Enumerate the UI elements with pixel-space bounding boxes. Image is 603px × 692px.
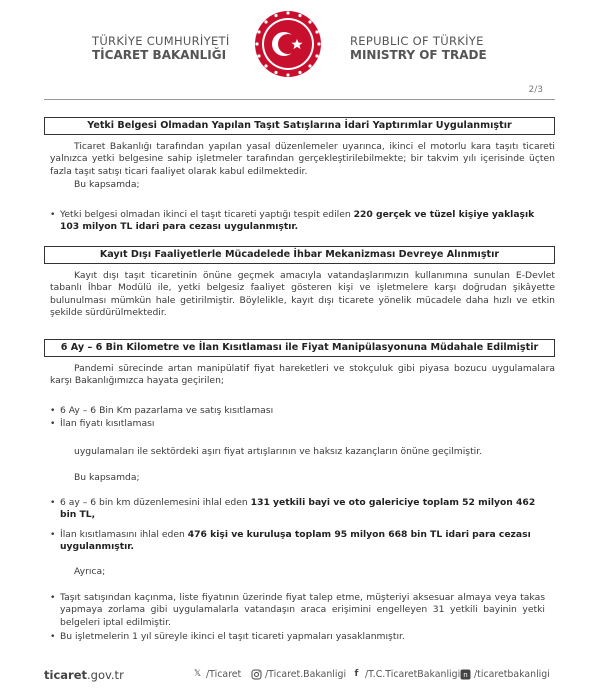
list-item xyxy=(50,405,545,417)
list-item xyxy=(50,497,545,522)
ministry-tr-line1: TÜRKİYE CUMHURİYETİ xyxy=(92,34,230,48)
other-social-link[interactable] xyxy=(460,669,550,680)
list-item-text: İlan fiyatı kısıtlaması xyxy=(60,418,155,429)
bullet-text: Yetki belgesi olmadan ikinci el taşıt ticareti yaptığı tespit edilen xyxy=(60,209,354,220)
instagram-handle: /Ticaret.Bakanligi xyxy=(265,669,347,680)
instagram-social-link[interactable] xyxy=(251,669,346,680)
section3-paragraph: Pandemi sürecinde artan manipülatif fiyat hareketleri ve stokçuluk gibi piyasa bozucu uygulamalara karşı Bakanlığımızca hayata geçirilen; xyxy=(50,363,555,387)
bullet-text: İlan kısıtlamasını ihlal eden xyxy=(60,529,188,540)
bullet-dot: • xyxy=(50,209,56,220)
footer xyxy=(44,668,563,684)
section1-bullet xyxy=(50,209,545,234)
bullet-text: 6 ay – 6 bin km düzenlemesini ihlal eden xyxy=(60,497,251,508)
list-item xyxy=(50,418,545,430)
page-number: 2/3 xyxy=(528,85,543,95)
section3-intro: Bu kapsamda; xyxy=(74,472,140,483)
ministry-en-line1: REPUBLIC OF TÜRKİYE xyxy=(350,34,484,48)
website-link[interactable] xyxy=(44,668,124,682)
bullet-bold: 220 gerçek ve tüzel kişiye yaklaşık 103 milyon TL idari para cezası uygulanmıştır. xyxy=(60,209,535,233)
list-item-text: Taşıt satışından kaçınma, liste fiyatının üzerinde fiyat talep etme, müşteriyi aksesuar almaya veya takas yapmaya zorlama gibi uygulamalarla vatandaşın araca erişimini engelleyen 31 yetkili bayinin yetki belgeleri iptal edilmiştir. xyxy=(60,592,545,628)
x-icon: 𝕏 xyxy=(193,669,202,679)
svg-text:n: n xyxy=(463,671,468,679)
section-title-3: 6 Ay – 6 Bin Kilometre ve İlan Kısıtlaması ile Fiyat Manipülasyonuna Müdahale Edilmiştir xyxy=(44,339,555,357)
facebook-icon: f xyxy=(354,669,359,679)
bullet-dot: • xyxy=(50,631,56,642)
bullet-bold: 476 kişi ve kuruluşa toplam 95 milyon 668 bin TL idari para cezası uygulanmıştır. xyxy=(60,529,531,553)
facebook-handle: /T.C.TicaretBakanligi xyxy=(365,669,461,680)
bullet-dot: • xyxy=(50,592,56,603)
bullet-dot: • xyxy=(50,405,56,416)
bullet-dot: • xyxy=(50,497,56,508)
section-title-2: Kayıt Dışı Faaliyetlerle Mücadelede İhbar Mekanizması Devreye Alınmıştır xyxy=(44,246,555,264)
list-item xyxy=(50,529,545,554)
section3-also: Ayrıca; xyxy=(74,566,106,577)
nsosyal-icon xyxy=(460,669,471,680)
list-item-text: 6 Ay – 6 Bin Km pazarlama ve satış kısıtlaması xyxy=(60,405,274,416)
header-divider xyxy=(44,99,555,100)
facebook-social-link[interactable] xyxy=(351,669,460,680)
ministry-name-en xyxy=(350,34,500,63)
bullet-dot: • xyxy=(50,418,56,429)
crescent-star-emblem-icon xyxy=(252,8,324,80)
list-item-text: Bu işletmelerin 1 yıl süreyle ikinci el taşıt ticareti yapmaları yasaklanmıştır. xyxy=(60,631,405,642)
list-item xyxy=(50,631,545,643)
x-handle: /Ticaret xyxy=(206,669,242,680)
ministry-name-tr xyxy=(92,34,244,63)
ministry-en-line2: MINISTRY OF TRADE xyxy=(350,48,487,62)
website-bold: ticaret xyxy=(44,668,87,682)
section1-intro: Bu kapsamda; xyxy=(74,179,140,190)
section1-paragraph: Ticaret Bakanlığı tarafından yapılan yasal düzenlemeler uyarınca, ikinci el motorlu kara taşıtı ticareti yalnızca yetki belgesine sahip işletmeler tarafından gerçekleştirilebilmekte; bir takvim yılı içerisinde üçten fazla taşıt satışı ticari faaliyet olarak kabul edilmektedir. xyxy=(50,141,555,177)
ministry-tr-line2: TİCARET BAKANLIĞI xyxy=(92,48,227,62)
list-item xyxy=(50,592,545,629)
bullet-bold: 131 yetkili bayi ve oto galericiye toplam 52 milyon 462 bin TL, xyxy=(60,497,536,521)
section3-result: uygulamaları ile sektördeki aşırı fiyat artışlarının ve haksız kazançların önüne geçilmiştir. xyxy=(74,446,483,457)
bullet-dot: • xyxy=(50,529,56,540)
other-handle: /ticaretbakanligi xyxy=(474,669,550,680)
instagram-icon xyxy=(251,669,262,680)
section2-paragraph: Kayıt dışı taşıt ticaretinin önüne geçmek amacıyla vatandaşlarımızın kullanımına sunulan E-Devlet tabanlı İhbar Modülü ile, yetki belgesiz faaliyet gösteren kişi ve işletmelere karşı doğrudan şikâyette bulunulması mümkün hale getirilmiştir. Böylelikle, kayıt dışı ticarete yönelik mücadele daha hızlı ve etkin şekilde sürdürülmektedir. xyxy=(50,270,555,319)
section-title-1: Yetki Belgesi Olmadan Yapılan Taşıt Satışlarına İdari Yaptırımlar Uygulanmıştır xyxy=(44,117,555,135)
website-domain: .gov.tr xyxy=(87,668,124,682)
x-social-link[interactable] xyxy=(192,669,241,680)
